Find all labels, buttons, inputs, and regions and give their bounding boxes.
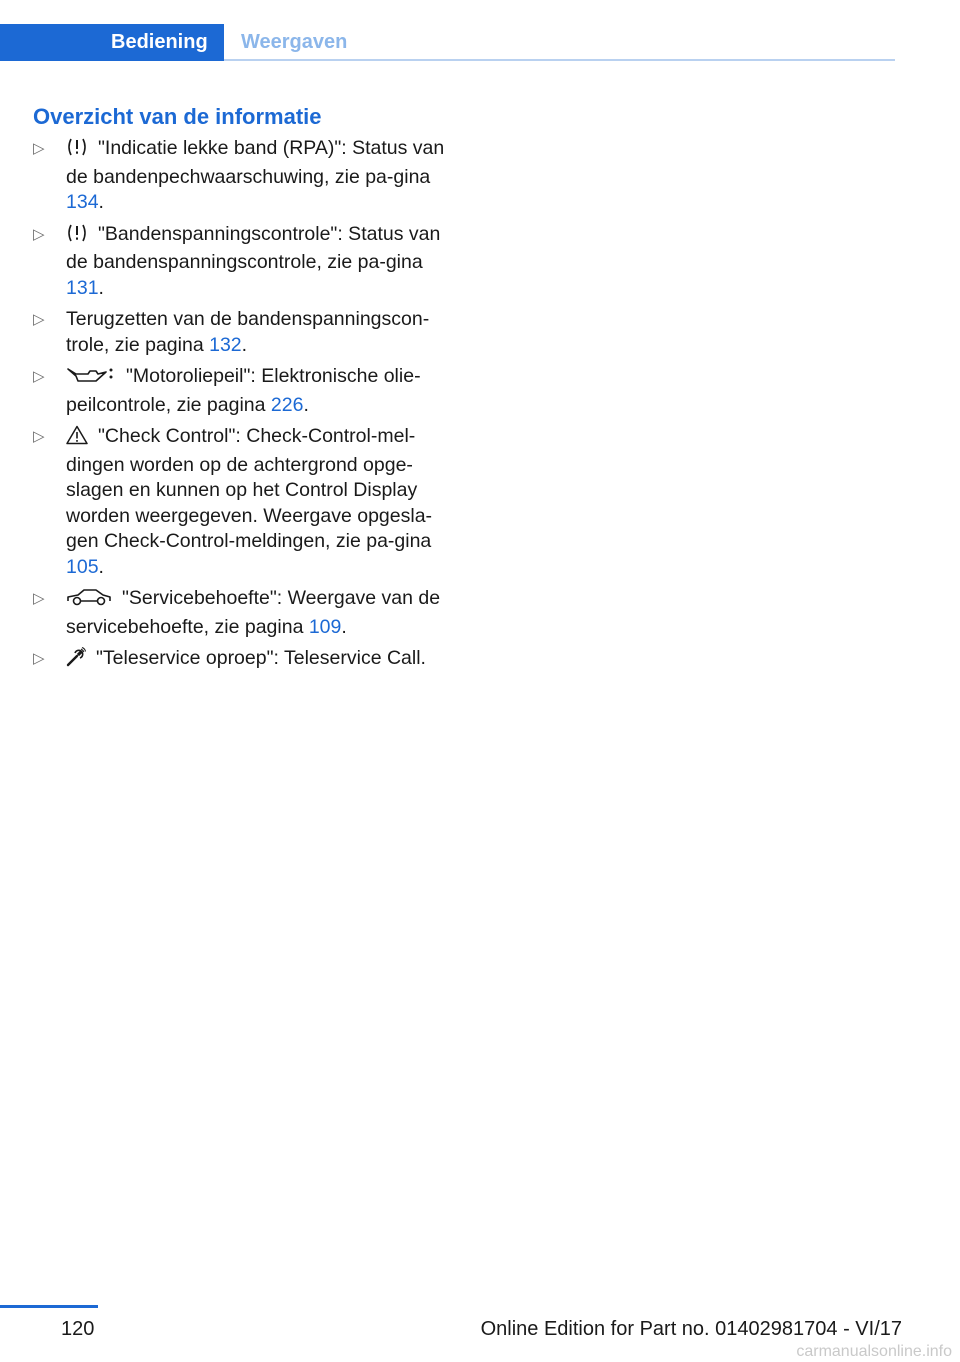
- item-text: "Servicebehoefte": Weergave van de servicebehoefte, zie pagina: [66, 587, 441, 638]
- footer-divider: [0, 1305, 98, 1308]
- watermark: carmanualsonline.info: [796, 1343, 952, 1360]
- list-item: [33, 222, 453, 302]
- oil-can-icon: [66, 365, 116, 393]
- list-item: [33, 586, 453, 640]
- edition-note: Online Edition for Part no. 01402981704 - VI/17: [480, 1318, 902, 1340]
- section-title: Overzicht van de informatie: [33, 104, 322, 129]
- page-link[interactable]: 109: [308, 615, 342, 638]
- item-text: "Bandenspanningscontrole": Status van de bandenspanningscontrole, zie pa-gina: [66, 222, 441, 273]
- teleservice-wrench-icon: [66, 647, 86, 675]
- page-number: 120: [61, 1318, 95, 1340]
- list-item: [33, 307, 453, 358]
- bullet-triangle-icon: ▷: [33, 311, 45, 328]
- page-link[interactable]: 105: [66, 555, 99, 578]
- bullet-triangle-icon: ▷: [33, 140, 45, 157]
- item-text: Terugzetten van de bandenspanningscon-trole, zie pagina: [66, 308, 430, 356]
- item-text: "Teleservice oproep": Teleservice Call.: [96, 647, 426, 669]
- bullet-triangle-icon: ▷: [33, 428, 45, 445]
- list-item: [33, 424, 453, 580]
- item-end: .: [341, 615, 347, 638]
- item-end: .: [98, 191, 104, 213]
- list-item: [33, 364, 453, 418]
- page-link[interactable]: 226: [270, 393, 304, 416]
- item-end: .: [303, 393, 309, 416]
- bullet-triangle-icon: ▷: [33, 650, 45, 667]
- item-text: "Indicatie lekke band (RPA)": Status van de bandenpechwaarschuwing, zie pa-gina: [66, 137, 445, 188]
- list-item: [33, 646, 453, 675]
- tire-warning-icon: [66, 223, 88, 251]
- bullet-triangle-icon: ▷: [33, 225, 45, 243]
- warning-triangle-icon: [66, 425, 88, 453]
- bullet-triangle-icon: ▷: [33, 590, 45, 607]
- tab-bediening[interactable]: Bediening: [0, 24, 224, 61]
- item-end: .: [98, 276, 104, 299]
- header-tabs: [0, 24, 347, 61]
- item-end: .: [98, 555, 104, 578]
- car-service-icon: [66, 587, 112, 615]
- list-item: [33, 136, 453, 216]
- item-text: "Check Control": Check-Control-mel-dingen worden op de achtergrond opge-slagen en kunnen op het Control Display worden weergegeven. Weergave opgesla-gen Check-Control-meldingen, zie pa-gina: [66, 425, 433, 552]
- bullet-triangle-icon: ▷: [33, 368, 45, 385]
- item-end: .: [241, 333, 248, 356]
- info-list: [33, 136, 453, 681]
- item-text: "Motoroliepeil": Elektronische olie-peilcontrole, zie pagina: [66, 365, 421, 416]
- page-link[interactable]: 132: [209, 333, 242, 356]
- tire-warning-icon: [66, 137, 88, 165]
- page-link[interactable]: 131: [66, 276, 99, 299]
- header-divider: [224, 59, 895, 61]
- tab-weergaven[interactable]: Weergaven: [241, 31, 348, 53]
- page-link[interactable]: 134: [66, 191, 99, 213]
